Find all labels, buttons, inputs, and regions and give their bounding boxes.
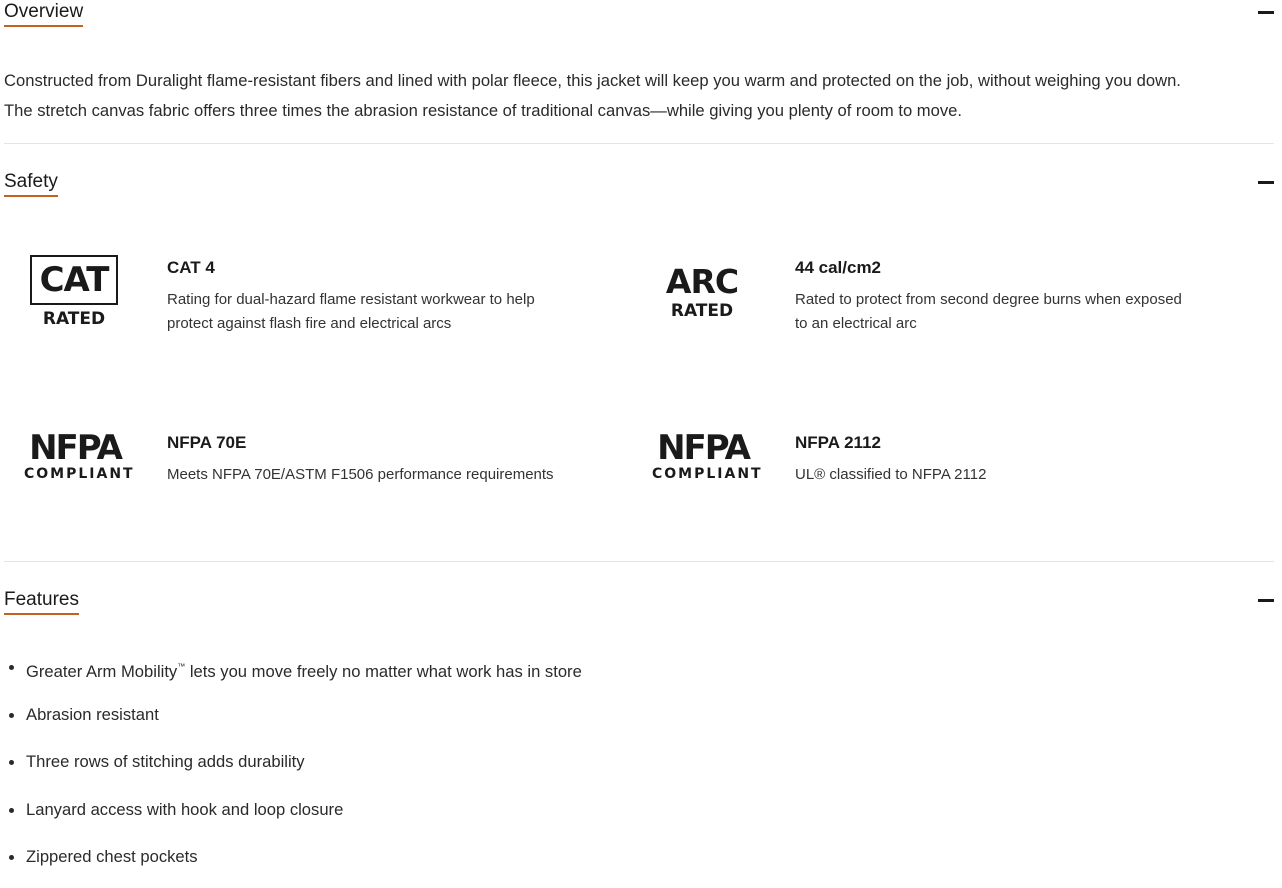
feature-text: Lanyard access with hook and loop closure	[26, 799, 344, 819]
nfpa-compliant-logo-sub: COMPLIANT	[24, 466, 135, 482]
features-header[interactable]	[4, 588, 1274, 618]
minus-icon[interactable]	[1258, 599, 1274, 602]
list-item	[4, 745, 582, 793]
nfpa-compliant-logo: NFPA	[657, 428, 749, 468]
cat-rated-logo: CAT	[30, 255, 118, 305]
safety-item-description	[167, 288, 535, 336]
section-divider	[4, 143, 1274, 144]
list-item	[4, 650, 582, 698]
bullet-icon	[9, 855, 14, 860]
list-item	[4, 840, 582, 888]
bullet-icon	[9, 713, 14, 718]
nfpa-compliant-logo-sub: COMPLIANT	[652, 466, 763, 482]
bullet-icon	[9, 760, 14, 765]
overview-description	[4, 66, 1280, 126]
arc-rated-logo: ARC	[665, 262, 739, 301]
safety-title[interactable]: Safety	[4, 170, 58, 197]
features-list	[4, 650, 582, 888]
safety-item-title: CAT 4	[167, 258, 215, 277]
list-item	[4, 793, 582, 841]
nfpa-compliant-logo: NFPA	[29, 428, 121, 468]
safety-desc-line: protect against flash fire and electrical arcs	[167, 315, 452, 332]
safety-desc-line: to an electrical arc	[795, 315, 917, 332]
features-title[interactable]: Features	[4, 588, 79, 615]
feature-text: Three rows of stitching adds durability	[26, 752, 305, 771]
overview-title[interactable]: Overview	[4, 0, 83, 27]
feature-text: Abrasion resistant	[26, 704, 159, 724]
safety-desc-line: Rating for dual-hazard flame resistant workwear to help	[167, 291, 535, 308]
safety-item-description	[167, 463, 554, 487]
safety-item-description	[795, 288, 1182, 336]
feature-text-suffix: lets you move freely no matter what work has in store	[185, 662, 582, 681]
overview-line: Constructed from Duralight flame-resistant fibers and lined with polar fleece, this jacket will keep you warm and protected on the job, without weighing you down.	[4, 71, 1181, 90]
safety-desc-line: Rated to protect from second degree burns when exposed	[795, 291, 1182, 308]
safety-item-title: NFPA 2112	[795, 433, 881, 452]
minus-icon[interactable]	[1258, 181, 1274, 184]
safety-header[interactable]	[4, 170, 1274, 200]
feature-text: Zippered chest pockets	[26, 847, 198, 866]
safety-item-title: 44 cal/cm2	[795, 258, 882, 277]
arc-rated-logo-sub: RATED	[670, 301, 734, 321]
list-item	[4, 698, 582, 746]
section-divider	[4, 561, 1274, 562]
cat-rated-logo-sub: RATED	[42, 309, 106, 329]
safety-desc-line: UL® classified to NFPA 2112	[795, 466, 987, 483]
minus-icon[interactable]	[1258, 11, 1274, 14]
feature-text: Greater Arm Mobility	[26, 662, 178, 681]
overview-line: The stretch canvas fabric offers three times the abrasion resistance of traditional canvas—while giving you plenty of room to move.	[4, 101, 962, 120]
safety-item-description	[795, 463, 986, 487]
safety-item-title: NFPA 70E	[167, 433, 247, 452]
bullet-icon	[9, 808, 14, 813]
bullet-icon	[9, 665, 14, 670]
overview-header[interactable]	[4, 0, 1274, 30]
trademark-mark: ™	[177, 662, 186, 671]
safety-desc-line: Meets NFPA 70E/ASTM F1506 performance requirements	[167, 466, 554, 483]
